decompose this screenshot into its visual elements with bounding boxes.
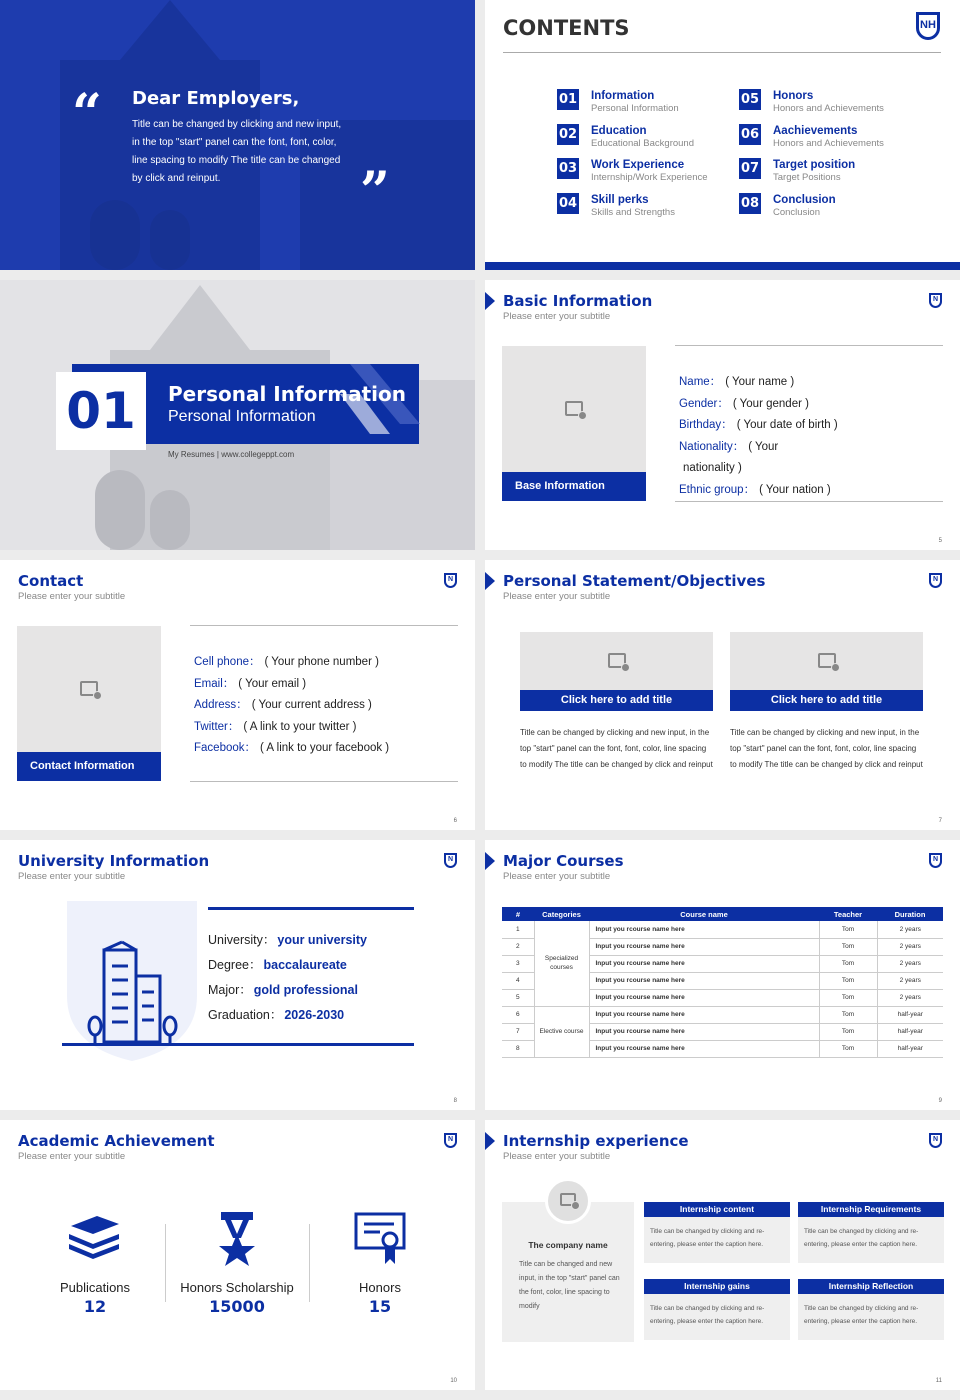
close-quote-icon: ” — [360, 161, 390, 222]
title-marker — [485, 572, 495, 590]
title-marker — [485, 1132, 495, 1150]
slide-subtitle: Please enter your subtitle — [503, 311, 611, 322]
info-value: ( Your date of birth ) — [736, 419, 838, 431]
page-number: 8 — [453, 1098, 457, 1104]
open-quote-icon: “ — [72, 83, 102, 144]
category-cell: Elective course — [534, 1006, 589, 1057]
stat-label: Honors Scholarship — [180, 1280, 294, 1295]
shield-logo-icon: N — [444, 853, 457, 868]
basic-info-list — [679, 372, 838, 501]
info-line — [208, 978, 367, 1003]
contents-item-label[interactable]: Information — [591, 90, 655, 102]
section-title: Personal Information — [168, 382, 406, 406]
internship-box-title: Internship Requirements — [798, 1202, 944, 1217]
contents-item-sub: Honors and Achievements — [773, 103, 884, 114]
slide-title: University Information — [18, 852, 210, 870]
certificate-icon — [354, 1212, 406, 1266]
teacher-cell: Tom — [819, 1006, 877, 1023]
page-number: 6 — [453, 818, 457, 824]
course-name-cell: Input you rcourse name here — [589, 1040, 819, 1057]
star-medal-icon — [217, 1212, 257, 1266]
divider-bottom — [675, 501, 943, 502]
teacher-cell: Tom — [819, 1040, 877, 1057]
info-key: Gender： — [679, 397, 729, 410]
row-number: 8 — [502, 1040, 534, 1057]
image-icon — [560, 1193, 576, 1206]
slide-contents — [485, 0, 960, 270]
slide-major-courses — [485, 840, 960, 1110]
info-line — [194, 674, 389, 696]
info-value: 2026-2030 — [284, 1008, 345, 1022]
teacher-cell: Tom — [819, 972, 877, 989]
info-value: ( Your phone number ) — [264, 656, 379, 668]
slide-contact — [0, 560, 475, 830]
contents-number: 05 — [739, 89, 761, 110]
section-footer: My Resumes | www.collegeppt.com — [168, 450, 295, 459]
image-icon — [818, 653, 836, 668]
row-number: 3 — [502, 955, 534, 972]
building-icon — [82, 936, 202, 1046]
contents-title: CONTENTS — [503, 16, 630, 40]
contents-item-sub: Target Positions — [773, 172, 841, 183]
slide-internship — [485, 1120, 960, 1390]
slide-subtitle: Please enter your subtitle — [503, 871, 611, 882]
duration-cell: 2 years — [877, 938, 943, 955]
teacher-cell: Tom — [819, 938, 877, 955]
row-number: 6 — [502, 1006, 534, 1023]
info-key: Nationality： — [679, 440, 745, 453]
info-line — [679, 372, 838, 394]
contents-item-label[interactable]: Skill perks — [591, 193, 649, 206]
info-line — [208, 928, 367, 953]
course-name-cell: Input you rcourse name here — [589, 1023, 819, 1040]
contents-item-sub: Internship/Work Experience — [591, 172, 708, 183]
duration-cell: half-year — [877, 1040, 943, 1057]
company-name: The company name — [528, 1240, 608, 1250]
info-line — [679, 458, 838, 480]
slide-heading: Dear Employers, — [132, 88, 300, 109]
card-title-button[interactable]: Click here to add title — [520, 690, 713, 711]
shield-logo-icon: N — [929, 1133, 942, 1148]
info-line — [194, 695, 389, 717]
info-line — [208, 1003, 367, 1028]
shield-logo-icon: N — [929, 573, 942, 588]
internship-box-text: Title can be changed by clicking and re-entering, please enter the caption here. — [644, 1217, 790, 1263]
card-title-button[interactable]: Click here to add title — [730, 690, 923, 711]
info-value: ( Your current address ) — [251, 699, 372, 711]
info-value: ( Your nation ) — [759, 483, 831, 496]
info-value: ( A link to your facebook ) — [260, 742, 390, 754]
contact-list — [194, 652, 389, 760]
section-number: 01 — [56, 372, 146, 450]
info-value: nationality ) — [683, 462, 742, 474]
photo-placeholder — [502, 346, 646, 472]
info-key: Name： — [679, 376, 722, 388]
duration-cell: 2 years — [877, 921, 943, 938]
page-number: 7 — [938, 818, 942, 824]
info-key: University： — [208, 933, 276, 947]
page-number: 10 — [450, 1378, 457, 1384]
table-header-cell: # — [502, 907, 534, 921]
course-name-cell: Input you rcourse name here — [589, 938, 819, 955]
info-value: ( A link to your twitter ) — [243, 720, 357, 733]
internship-box-text: Title can be changed by clicking and re-entering, please enter the caption here. — [798, 1294, 944, 1340]
card-text: Title can be changed by clicking and new input, in the top "start" panel can the font, font, color, line spacing to modify The title can be changed by click and reinput — [730, 728, 923, 769]
company-image-placeholder — [545, 1178, 591, 1224]
row-number: 7 — [502, 1023, 534, 1040]
course-name-cell: Input you rcourse name here — [589, 921, 819, 938]
contents-item-sub: Skills and Strengths — [591, 206, 675, 218]
photo-caption: Base Information — [502, 472, 646, 501]
info-key: Degree： — [208, 958, 262, 972]
table-header-cell: Course name — [589, 907, 819, 921]
course-name-cell: Input you rcourse name here — [589, 972, 819, 989]
contents-item-label[interactable]: Conclusion — [773, 193, 836, 206]
divider — [503, 52, 941, 53]
slide-subtitle: Please enter your subtitle — [18, 871, 126, 882]
teacher-cell: Tom — [819, 921, 877, 938]
image-placeholder — [730, 632, 923, 690]
company-text: Title can be changed and new input, in the top "start" panel can the font, color, line spacing to modify — [519, 1261, 620, 1310]
duration-cell: 2 years — [877, 955, 943, 972]
university-list — [208, 928, 367, 1028]
slide-section-personal — [0, 280, 475, 550]
slide-title: Personal Statement/Objectives — [503, 572, 766, 590]
info-line — [194, 738, 389, 760]
divider-top — [675, 345, 943, 346]
table-header-cell: Teacher — [819, 907, 877, 921]
info-key: Facebook： — [194, 742, 257, 754]
info-value: baccalaureate — [263, 958, 347, 972]
stat-value: 15 — [368, 1297, 392, 1316]
stat-value: 12 — [83, 1297, 107, 1316]
contents-item-label[interactable]: Work Experience — [591, 159, 685, 171]
contents-number: 04 — [557, 193, 579, 214]
internship-box-text: Title can be changed by clicking and re-entering, please enter the caption here. — [798, 1217, 944, 1263]
title-marker — [485, 852, 495, 870]
page-number: 5 — [938, 538, 942, 544]
row-number: 5 — [502, 989, 534, 1006]
table-row — [502, 1006, 943, 1023]
stat-value: 15000 — [209, 1297, 265, 1316]
info-line — [679, 415, 838, 437]
books-icon — [67, 1214, 123, 1260]
slide-text: Title can be changed by clicking and new input, in the top "start" panel can the font, font, color, line spacing to modify The title can be changed by click and reinput. — [132, 119, 342, 184]
slide-subtitle: Please enter your subtitle — [503, 1151, 611, 1162]
slide-personal-statement — [485, 560, 960, 830]
info-value: ( Your gender ) — [732, 397, 809, 410]
slide-subtitle: Please enter your subtitle — [503, 591, 611, 602]
info-key: Birthday： — [679, 419, 733, 431]
duration-cell: half-year — [877, 1023, 943, 1040]
course-name-cell: Input you rcourse name here — [589, 955, 819, 972]
info-key: Graduation： — [208, 1008, 283, 1022]
category-cell: Specialized courses — [534, 921, 589, 1006]
contents-item-label[interactable]: Education — [591, 124, 647, 137]
info-line — [208, 953, 367, 978]
contents-number: 07 — [739, 158, 761, 179]
row-number: 1 — [502, 921, 534, 938]
shield-logo-icon: N — [929, 293, 942, 308]
slide-dear-employers — [0, 0, 475, 270]
internship-box-title: Internship gains — [644, 1279, 790, 1294]
slide-title: Internship experience — [503, 1132, 689, 1150]
photo-placeholder — [17, 626, 161, 752]
info-value: your university — [277, 933, 367, 947]
course-name-cell: Input you rcourse name here — [589, 1006, 819, 1023]
info-line — [679, 394, 838, 416]
shield-logo-icon: N — [929, 853, 942, 868]
courses-table — [502, 907, 943, 1058]
info-key: Cell phone： — [194, 656, 261, 668]
internship-box-title: Internship Reflection — [798, 1279, 944, 1294]
row-number: 4 — [502, 972, 534, 989]
contents-number: 03 — [557, 158, 579, 179]
duration-cell: 2 years — [877, 972, 943, 989]
info-line — [679, 480, 838, 502]
slide-title: Basic Information — [503, 292, 653, 310]
teacher-cell: Tom — [819, 955, 877, 972]
info-value: ( Your email ) — [238, 677, 307, 690]
shield-logo-icon: N — [444, 573, 457, 588]
contents-item-sub: Conclusion — [773, 206, 820, 218]
info-line — [194, 652, 389, 674]
contents-number: 01 — [557, 89, 579, 110]
stat-label: Honors — [359, 1280, 401, 1295]
shield-logo-icon: N — [444, 1133, 457, 1148]
duration-cell: half-year — [877, 1006, 943, 1023]
contents-item-sub: Educational Background — [591, 137, 694, 149]
table-header-cell: Duration — [877, 907, 943, 921]
section-subtitle: Personal Information — [168, 408, 316, 425]
info-key: Twitter： — [194, 720, 240, 733]
teacher-cell: Tom — [819, 1023, 877, 1040]
slide-academic-achievement — [0, 1120, 475, 1390]
contents-item-label[interactable]: Target position — [773, 159, 856, 171]
info-value: ( Your name ) — [725, 376, 795, 388]
table-header-row — [502, 907, 943, 921]
slide-title: Major Courses — [503, 852, 624, 870]
page-number: 9 — [938, 1098, 942, 1104]
slide-university-info — [0, 840, 475, 1110]
stat-label: Publications — [59, 1280, 131, 1295]
topline — [208, 907, 414, 910]
info-key: Email： — [194, 677, 235, 690]
contents-item-label[interactable]: Honors — [773, 90, 814, 102]
contents-item-sub: Honors and Achievements — [773, 137, 884, 149]
photo-caption: Contact Information — [17, 752, 161, 781]
internship-box-text: Title can be changed by clicking and re-entering, please enter the caption here. — [644, 1294, 790, 1340]
info-value: ( Your — [748, 440, 779, 453]
slide-title: Contact — [18, 572, 84, 590]
image-icon — [80, 681, 98, 696]
slide-subtitle: Please enter your subtitle — [18, 1151, 126, 1162]
contents-number: 02 — [557, 124, 579, 145]
image-icon — [565, 401, 583, 416]
shield-logo-icon: NH — [916, 12, 940, 40]
info-value: gold professional — [253, 983, 358, 997]
image-icon — [608, 653, 626, 668]
teacher-cell: Tom — [819, 989, 877, 1006]
duration-cell: 2 years — [877, 989, 943, 1006]
divider-bottom — [190, 781, 458, 782]
table-row — [502, 921, 943, 938]
card-text: Title can be changed by clicking and new input, in the top "start" panel can the font, font, color, line spacing to modify The title can be changed by click and reinput — [520, 728, 713, 769]
page-number: 11 — [935, 1378, 942, 1384]
baseline — [62, 1043, 414, 1046]
contents-number: 08 — [739, 193, 761, 214]
internship-box-title: Internship content — [644, 1202, 790, 1217]
contents-item-sub: Personal Information — [591, 103, 679, 114]
contents-number: 06 — [739, 124, 761, 145]
info-key: Ethnic group： — [679, 483, 756, 496]
contents-item-label[interactable]: Aachievements — [773, 124, 858, 137]
slide-basic-info — [485, 280, 960, 550]
title-marker — [485, 292, 495, 310]
image-placeholder — [520, 632, 713, 690]
info-line — [194, 717, 389, 739]
course-name-cell: Input you rcourse name here — [589, 989, 819, 1006]
row-number: 2 — [502, 938, 534, 955]
bottom-bar — [485, 262, 960, 270]
slide-title: Academic Achievement — [18, 1132, 215, 1150]
table-header-cell: Categories — [534, 907, 589, 921]
slide-subtitle: Please enter your subtitle — [18, 591, 126, 602]
divider-top — [190, 625, 458, 626]
info-key: Major： — [208, 983, 252, 997]
info-key: Address： — [194, 699, 248, 711]
info-line — [679, 437, 838, 459]
